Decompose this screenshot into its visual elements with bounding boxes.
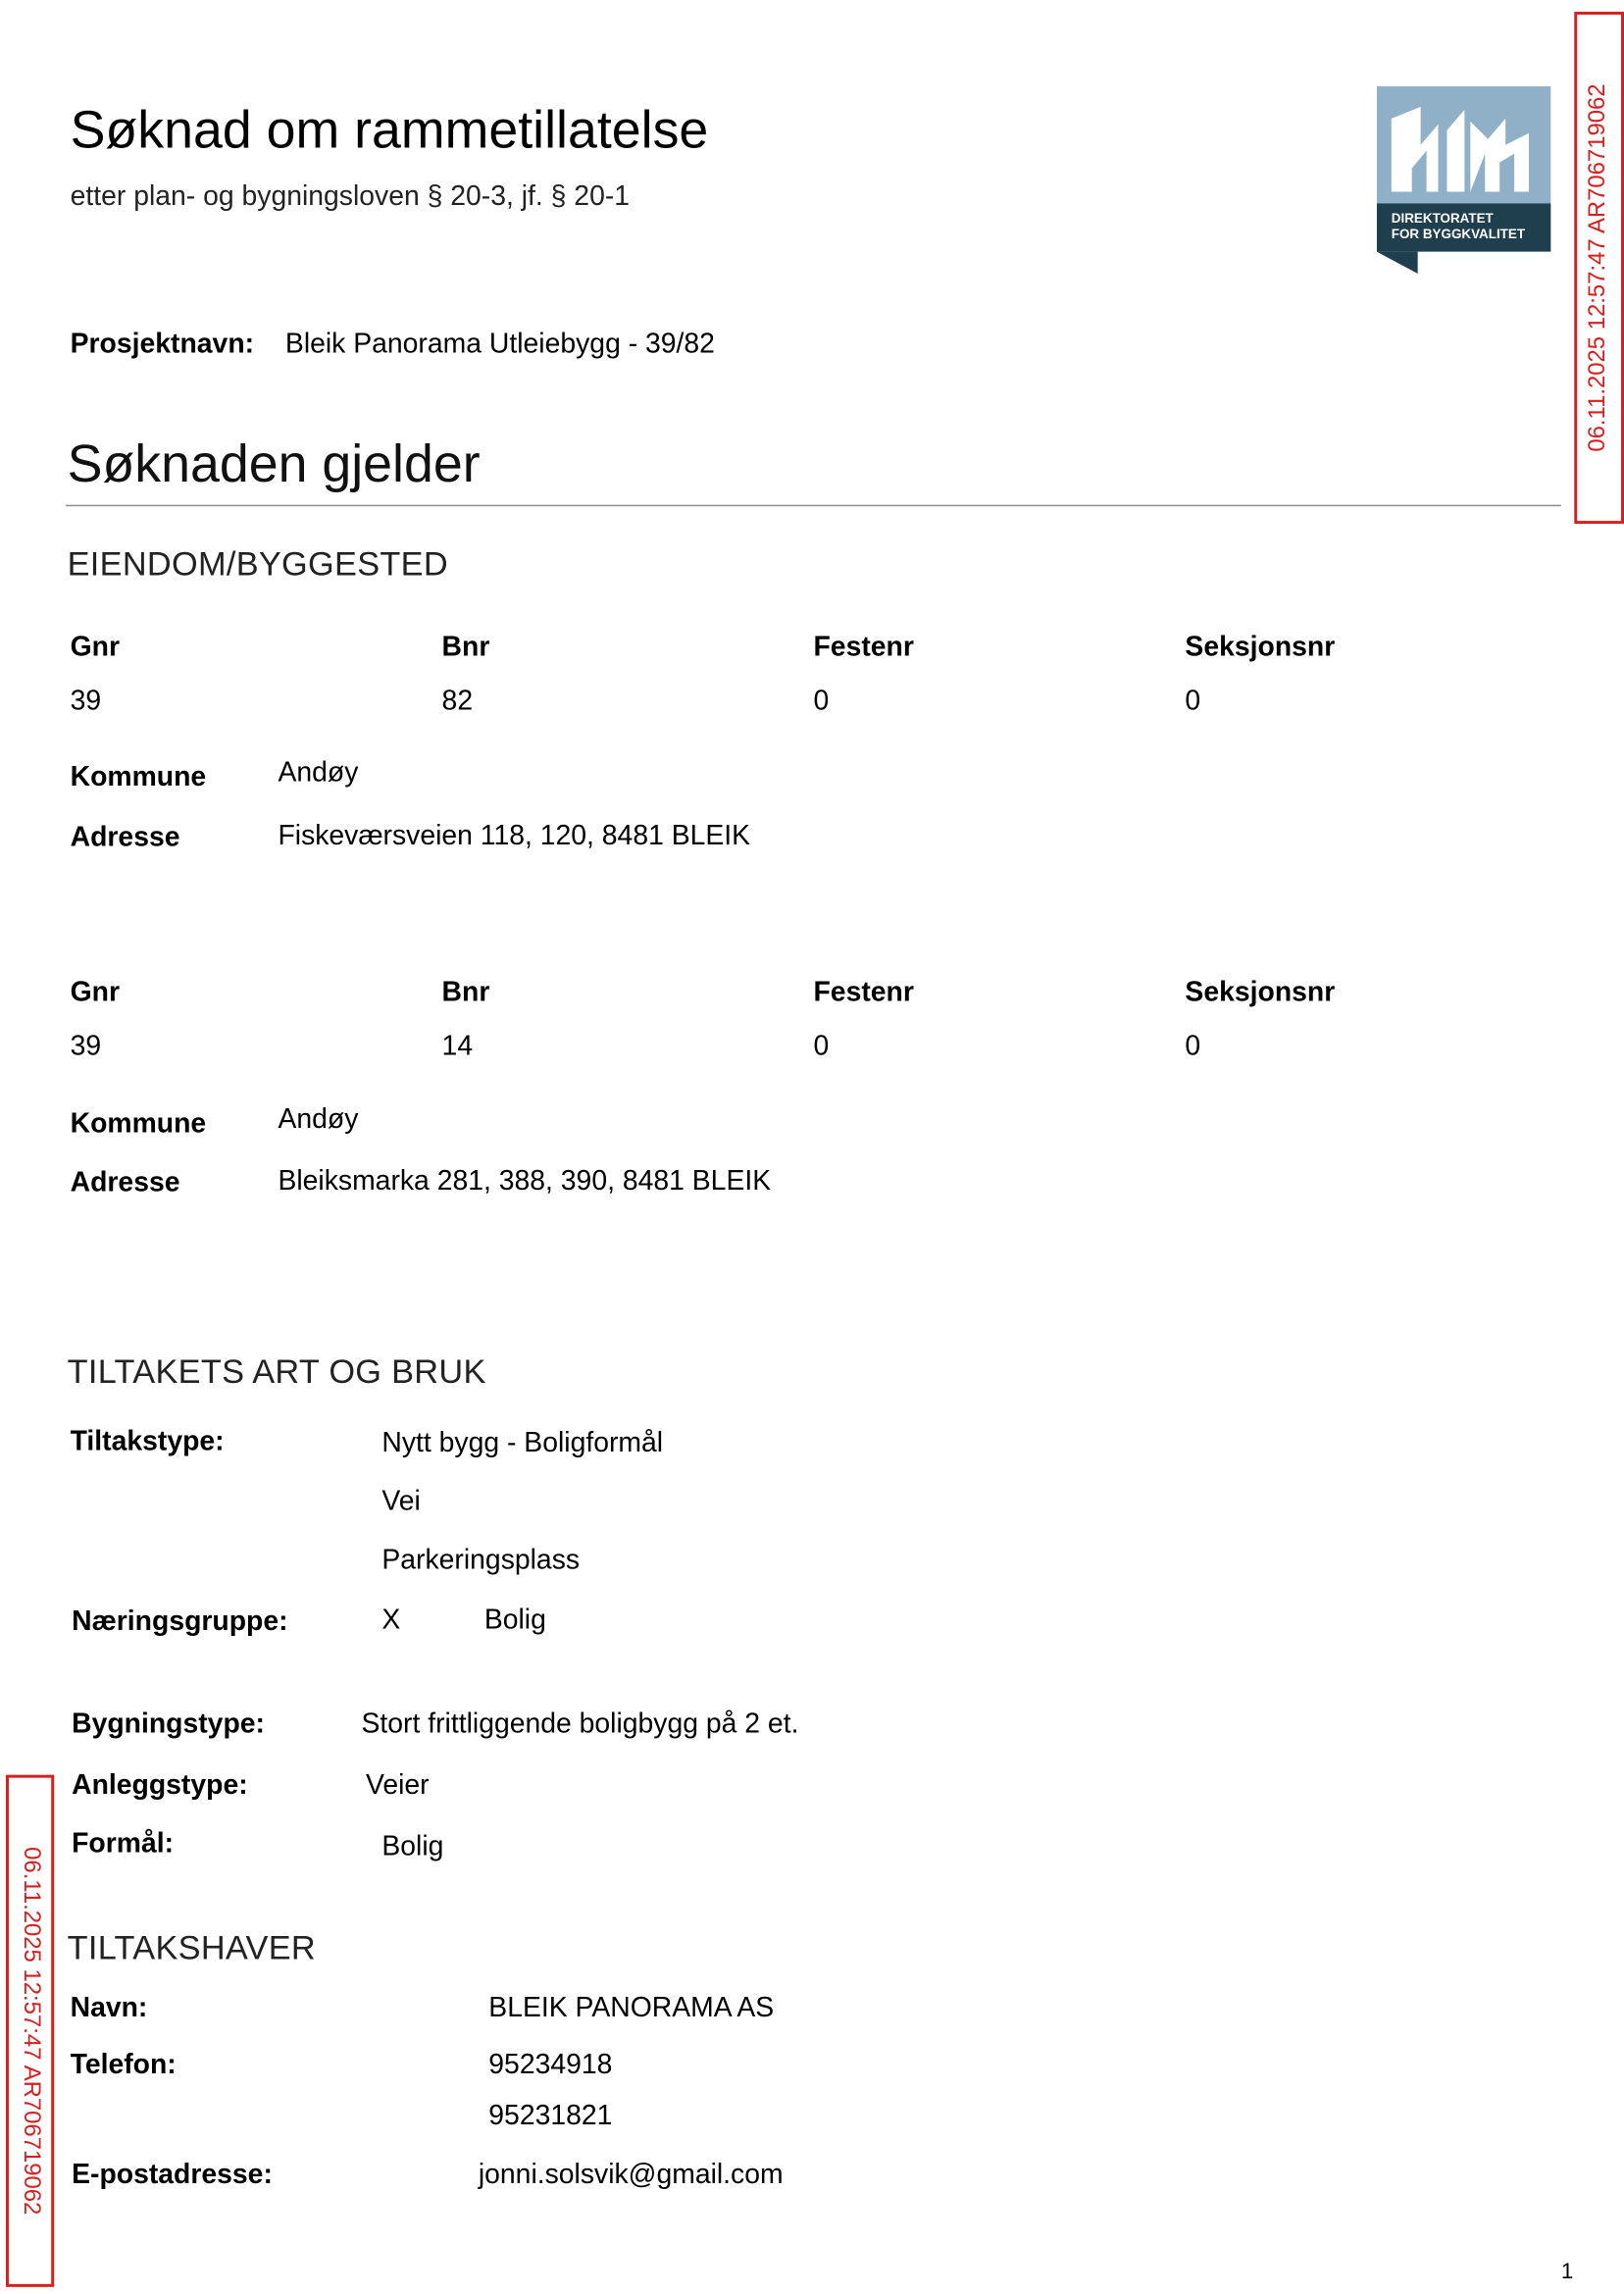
anleggstype-label: Anleggstype: <box>72 1770 248 1802</box>
naeringsgruppe-code: X <box>381 1605 401 1636</box>
formal-value: Bolig <box>381 1831 444 1863</box>
tiltakstype-label: Tiltakstype: <box>70 1426 225 1457</box>
dibk-logo-graphic <box>1377 86 1551 274</box>
tiltakshaver-heading: TILTAKSHAVER <box>67 1928 316 1967</box>
kommune-label: Kommune <box>70 762 207 793</box>
kommune-label: Kommune <box>70 1108 207 1141</box>
col-gnr: Gnr <box>70 632 121 663</box>
col-festenr: Festenr <box>813 632 914 663</box>
naeringsgruppe-label: Næringsgruppe: <box>72 1606 288 1638</box>
seksjonsnr-value: 0 <box>1185 1031 1201 1063</box>
tiltakstype-value: Vei <box>381 1486 421 1518</box>
tiltakstype-value: Nytt bygg - Boligformål <box>381 1428 664 1459</box>
telefon-value: 95234918 <box>488 2050 613 2081</box>
adresse-label: Adresse <box>70 822 180 853</box>
project-label: Prosjektnavn: <box>70 329 255 361</box>
gnr-value: 39 <box>70 686 102 718</box>
formal-label: Formål: <box>72 1828 175 1861</box>
navn-label: Navn: <box>70 1992 148 2024</box>
logo-line-1: DIREKTORATET <box>1391 210 1494 226</box>
festenr-value: 0 <box>813 1031 830 1063</box>
col-festenr: Festenr <box>813 977 914 1008</box>
anleggstype-value: Veier <box>365 1770 430 1802</box>
bygningstype-label: Bygningstype: <box>72 1708 265 1740</box>
timestamp-stamp-top <box>1574 12 1624 524</box>
gnr-value: 39 <box>70 1031 102 1063</box>
bnr-value: 82 <box>441 686 474 718</box>
project-value: Bleik Panorama Utleiebygg - 39/82 <box>284 329 715 361</box>
kommune-value: Andøy <box>278 1104 359 1136</box>
epost-label: E-postadresse: <box>72 2160 273 2191</box>
kommune-value: Andøy <box>278 757 359 790</box>
logo-line-2: FOR BYGGKVALITET <box>1391 227 1526 242</box>
navn-value: BLEIK PANORAMA AS <box>488 1992 775 2024</box>
adresse-value: Bleiksmarka 281, 388, 390, 8481 BLEIK <box>278 1166 772 1198</box>
telefon-label: Telefon: <box>70 2050 177 2081</box>
col-seksjonsnr: Seksjonsnr <box>1185 632 1336 663</box>
section-heading: Søknaden gjelder <box>67 433 481 493</box>
dibk-logo <box>1377 86 1551 274</box>
section-divider <box>66 505 1561 506</box>
timestamp-stamp-left <box>6 1775 54 2287</box>
page-number: 1 <box>1560 2259 1574 2284</box>
adresse-label: Adresse <box>70 1167 180 1198</box>
tiltakstype-value: Parkeringsplass <box>381 1545 581 1576</box>
document-subtitle: etter plan- og bygningsloven § 20-3, jf. § 20-1 <box>70 180 631 213</box>
stamp-text: 06.11.2025 12:57:47 AR706719062 <box>1586 83 1611 452</box>
document-title: Søknad om rammetillatelse <box>70 99 709 160</box>
telefon-value: 95231821 <box>488 2101 613 2132</box>
naeringsgruppe-value: Bolig <box>483 1605 546 1636</box>
col-bnr: Bnr <box>441 977 490 1008</box>
bygningstype-value: Stort frittliggende boligbygg på 2 et. <box>361 1708 799 1740</box>
col-seksjonsnr: Seksjonsnr <box>1185 977 1336 1008</box>
festenr-value: 0 <box>813 686 830 718</box>
seksjonsnr-value: 0 <box>1185 686 1201 718</box>
bnr-value: 14 <box>441 1031 474 1063</box>
stamp-text: 06.11.2025 12:57:47 AR706719062 <box>18 1847 44 2216</box>
col-gnr: Gnr <box>70 977 121 1008</box>
adresse-value: Fiskeværsveien 118, 120, 8481 BLEIK <box>278 820 751 852</box>
property-heading: EIENDOM/BYGGESTED <box>67 543 448 583</box>
epost-value: jonni.solsvik@gmail.com <box>478 2160 784 2191</box>
col-bnr: Bnr <box>441 632 490 663</box>
tiltak-heading: TILTAKETS ART OG BRUK <box>67 1351 486 1391</box>
